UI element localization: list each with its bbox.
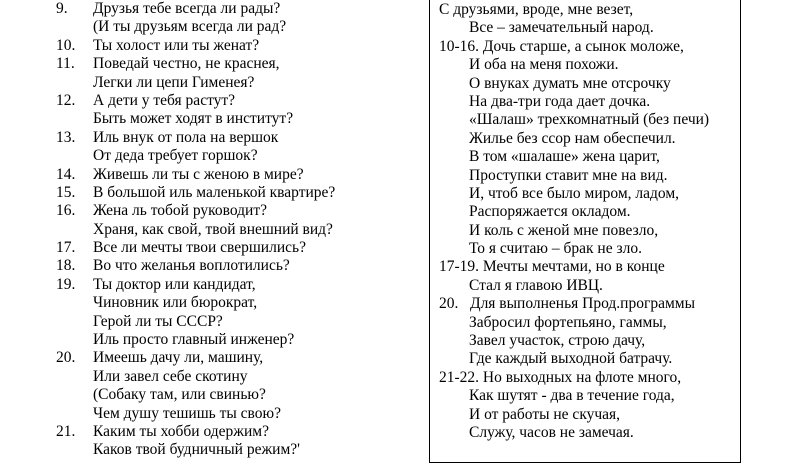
left-line — [56, 129, 426, 147]
line-text: Все – замечательный народ. — [469, 19, 654, 37]
left-line — [56, 313, 426, 331]
left-line — [56, 331, 426, 349]
line-number: 19. — [56, 275, 76, 293]
right-line — [439, 295, 739, 313]
right-line — [439, 350, 739, 368]
line-text: С друзьями, вроде, мне везет, — [439, 1, 634, 18]
line-text: Где каждый выходной батрачу. — [469, 350, 673, 368]
line-text: Во что желанья воплотились? — [93, 257, 290, 275]
line-number: 10. — [56, 36, 76, 54]
left-line — [56, 0, 426, 18]
line-number: 9. — [56, 0, 68, 17]
right-line — [439, 277, 739, 295]
line-text: И оба на меня похожи. — [469, 56, 619, 74]
line-number: 16. — [56, 202, 76, 220]
line-text: Иль внук от пола на вершок — [93, 128, 279, 146]
right-line — [439, 387, 739, 405]
line-text: То я считаю – брак не зло. — [469, 240, 642, 258]
line-text: Жена ль тобой руководит? — [93, 202, 267, 220]
line-number: 18. — [56, 257, 76, 275]
left-line — [56, 147, 426, 165]
line-number: 21. — [56, 422, 76, 440]
left-line — [56, 294, 426, 312]
left-line — [56, 166, 426, 184]
line-text: Чиновник или бюрократ, — [93, 294, 258, 312]
left-line — [56, 37, 426, 55]
line-text: Как шутят - два в течение года, — [469, 387, 675, 405]
left-line — [56, 18, 426, 36]
line-text: Жилье без ссор нам обеспечил. — [469, 129, 676, 147]
line-text: Завел участок, строю дачу, — [469, 332, 646, 350]
line-text: Или завел себе скотину — [93, 367, 248, 385]
right-line — [439, 75, 739, 93]
line-text: «Шалаш» трехкомнатный (без печи) — [469, 111, 710, 129]
right-line — [439, 332, 739, 350]
line-text: (И ты друзьям всегда ли рад? — [93, 18, 287, 36]
left-column — [56, 0, 426, 460]
left-line — [56, 74, 426, 92]
line-text: 10-16. Дочь старше, а сынок моложе, — [439, 37, 684, 55]
right-line — [439, 93, 739, 111]
right-column-box — [429, 0, 741, 463]
line-text: И от работы не скучая, — [469, 405, 621, 423]
line-text: О внуках думать мне отсрочку — [469, 74, 671, 92]
right-line — [439, 19, 739, 37]
line-text: 20. Для выполненья Прод.программы — [439, 295, 695, 313]
line-text: Быть может ходят в институт? — [93, 110, 294, 128]
line-text: Имеешь дачу ли, машину, — [93, 349, 264, 367]
right-line — [439, 222, 739, 240]
line-number: 14. — [56, 165, 76, 183]
line-text: Забросил фортепьяно, гаммы, — [469, 313, 667, 331]
line-text: Живешь ли ты с женою в мире? — [93, 165, 304, 183]
line-text: Стал я главою ИВЦ. — [469, 276, 603, 294]
line-text: 21-22. Но выходных на флоте много, — [439, 368, 682, 386]
left-line — [56, 92, 426, 110]
line-text: Ты холост или ты женат? — [93, 36, 260, 54]
line-number: 17. — [56, 239, 76, 257]
left-line — [56, 441, 426, 459]
line-text: Ты доктор или кандидат, — [93, 275, 256, 293]
right-line — [439, 130, 739, 148]
line-text: В большой иль маленькой квартире? — [93, 183, 336, 201]
line-number: 15. — [56, 183, 76, 201]
line-number: 13. — [56, 128, 76, 146]
line-text: Каким ты хобби одержим? — [93, 422, 269, 440]
line-text: Чем душу тешишь ты свою? — [93, 404, 281, 422]
left-line — [56, 55, 426, 73]
left-line — [56, 184, 426, 202]
left-line — [56, 257, 426, 275]
line-text: И коль с женой мне повезло, — [469, 221, 659, 239]
right-line — [439, 369, 739, 387]
line-text: Друзья тебе всегда ли рады? — [93, 0, 281, 17]
right-line — [439, 314, 739, 332]
right-line — [439, 56, 739, 74]
line-number: 20. — [56, 349, 76, 367]
right-line — [439, 111, 739, 129]
line-text: Легки ли цепи Гименея? — [93, 73, 255, 91]
line-text: Все ли мечты твои свершились? — [93, 239, 306, 257]
left-line — [56, 110, 426, 128]
line-text: На два-три года дает дочка. — [469, 92, 651, 110]
left-line — [56, 405, 426, 423]
right-line — [439, 185, 739, 203]
right-line — [439, 258, 739, 276]
left-line — [56, 368, 426, 386]
line-text: 17-19. Мечты мечтами, но в конце — [439, 258, 665, 276]
line-number: 11. — [56, 55, 75, 73]
line-text: Каков твой будничный режим?' — [93, 441, 300, 459]
left-line — [56, 349, 426, 367]
left-line — [56, 423, 426, 441]
line-text: В том «шалаше» жена царит, — [469, 148, 660, 166]
right-line — [439, 38, 739, 56]
line-text: Храня, как свой, твой внешний вид? — [93, 220, 333, 238]
line-text: Поведай честно, не краснея, — [93, 55, 280, 73]
right-line — [439, 203, 739, 221]
line-number: 12. — [56, 91, 76, 109]
line-text: Распоряжается окладом. — [469, 203, 631, 221]
right-line — [439, 406, 739, 424]
line-text: А дети у тебя растут? — [93, 91, 236, 109]
left-line — [56, 221, 426, 239]
right-line — [439, 148, 739, 166]
line-text: И, чтоб все было миром, ладом, — [469, 184, 680, 202]
right-line — [439, 1, 739, 19]
right-column — [439, 1, 739, 442]
right-line — [439, 240, 739, 258]
line-text: (Собаку там, или свинью? — [93, 386, 266, 404]
line-text: Иль просто главный инженер? — [93, 331, 295, 349]
line-text: Герой ли ты СССР? — [93, 312, 223, 330]
left-line — [56, 276, 426, 294]
right-line — [439, 167, 739, 185]
line-text: Служу, часов не замечая. — [469, 423, 634, 441]
right-line — [439, 424, 739, 442]
left-line — [56, 202, 426, 220]
line-text: От деда требует горшок? — [93, 147, 258, 165]
left-line — [56, 386, 426, 404]
left-line — [56, 239, 426, 257]
line-text: Проступки ставит мне на вид. — [469, 166, 668, 184]
